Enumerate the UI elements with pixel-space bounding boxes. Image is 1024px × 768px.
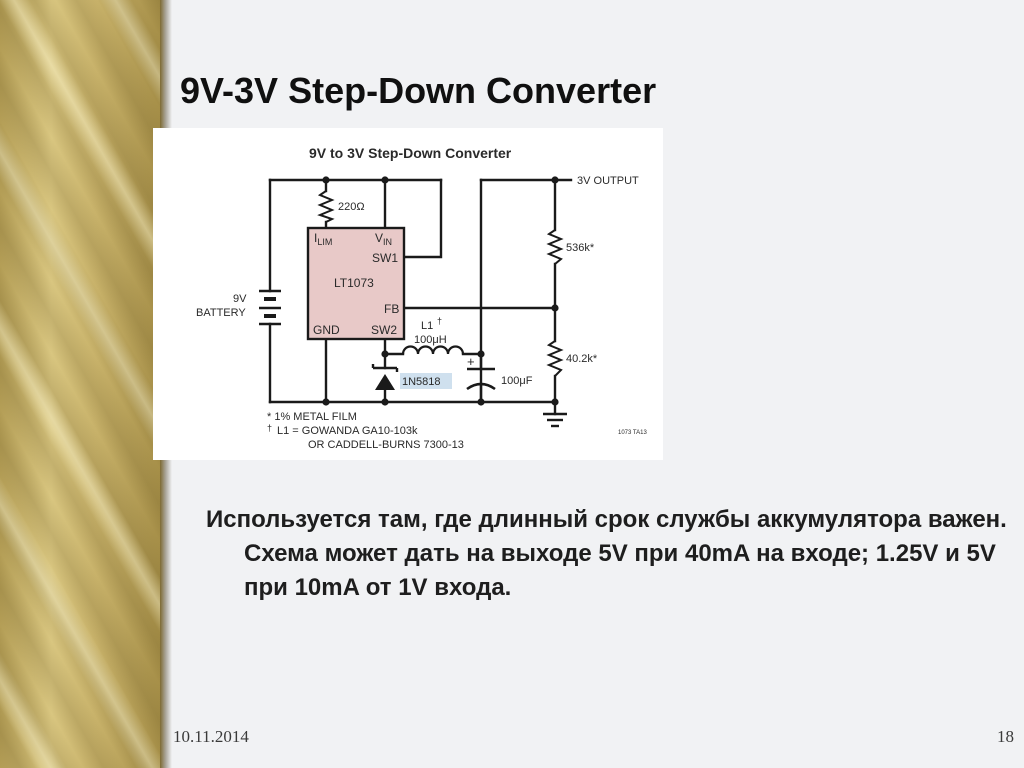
battery-label: BATTERY [196, 307, 246, 319]
r40k-resistor [549, 341, 561, 376]
inductor-dagger: † [437, 316, 443, 326]
pin-ilim-sub: LIM [317, 237, 333, 247]
output-label: 3V OUTPUT [577, 175, 639, 187]
figure-code: 1073 TA13 [618, 430, 647, 436]
cap-value-label: 100μF [501, 375, 533, 387]
note-dagger: † [267, 423, 273, 433]
r220-label: 220Ω [338, 201, 365, 213]
note-metal-film: * 1% METAL FILM [267, 411, 357, 423]
diode-label: 1N5818 [402, 376, 441, 388]
r536k-resistor [549, 230, 561, 264]
circuit-diagram [153, 128, 663, 460]
ic-name-label: LT1073 [334, 276, 374, 290]
inductor-name-label: L1 [421, 320, 434, 332]
inductor-value-label: 100μH [414, 334, 447, 346]
r220-resistor [320, 191, 332, 222]
diagram-title: 9V to 3V Step-Down Converter [309, 145, 512, 161]
battery-symbol [259, 291, 281, 324]
inductor-l1 [403, 347, 463, 355]
pin-sw2-label: SW2 [371, 323, 398, 337]
circuit-diagram-panel [153, 128, 663, 460]
slide-body-text: Используется там, где длинный срок службы аккумулятора важен. Схема может дать на выходе 5V при 40mA на входе; 1.25V и 5V при 10mA от 1V входа. [206, 506, 1007, 601]
pin-vin-main: V [375, 231, 384, 245]
r536k-label: 536k* [566, 242, 595, 254]
battery-voltage-label: 9V [233, 293, 247, 305]
decorative-side-band [0, 0, 160, 768]
r40k-label: 40.2k* [566, 353, 598, 365]
slide-title: 9V-3V Step-Down Converter [180, 70, 657, 111]
note-caddell: OR CADDELL-BURNS 7300-13 [308, 439, 464, 451]
pin-vin-sub: IN [383, 237, 393, 247]
sw1-loop-wire [404, 180, 441, 257]
note-gowanda: L1 = GOWANDA GA10-103k [277, 425, 418, 437]
cap-plus-label: + [467, 354, 475, 369]
pin-ilim-main: I [314, 231, 318, 245]
slide-page-number: 18 [997, 727, 1014, 746]
diode-1n5818 [373, 364, 397, 390]
pin-fb-label: FB [384, 302, 400, 316]
slide-date: 10.11.2014 [173, 727, 249, 746]
pin-sw1-label: SW1 [372, 251, 399, 265]
ground-symbol [543, 414, 567, 426]
pin-gnd-label: GND [313, 323, 340, 337]
